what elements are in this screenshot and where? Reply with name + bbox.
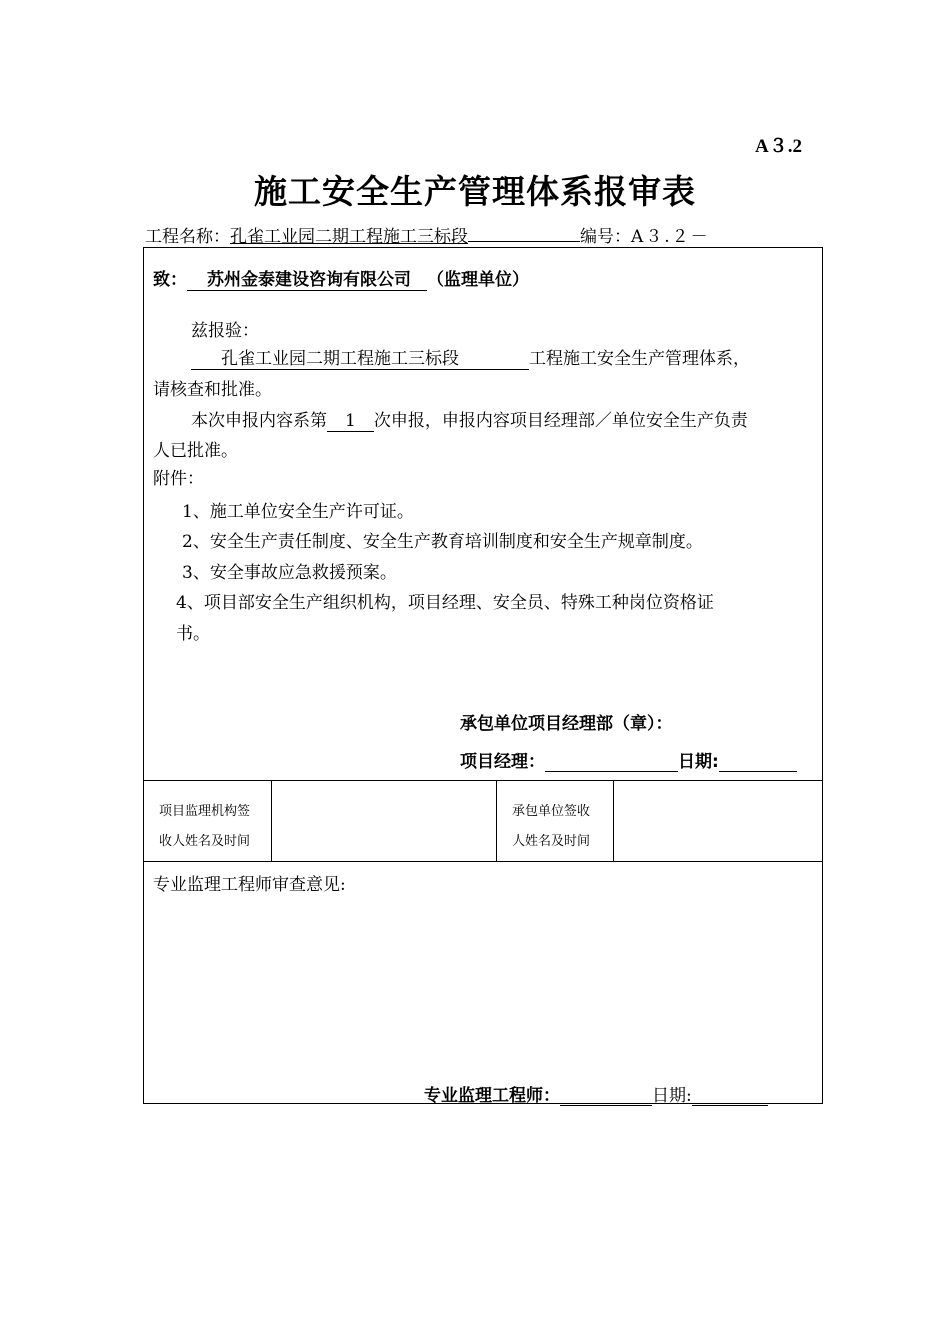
project-line	[145, 222, 825, 247]
report-text-1: 工程施工安全生产管理体系，	[529, 349, 750, 369]
attachment-item: 书。	[176, 624, 210, 644]
date-label: 日期:	[678, 752, 719, 772]
supervisor-receipt-label-1: 项目监理机构签	[159, 804, 251, 819]
submission-count-field[interactable]	[327, 411, 374, 432]
review-label: 专业监理工程师审查意见:	[153, 875, 346, 895]
project-ref-field[interactable]	[191, 344, 529, 370]
to-label: 致：	[153, 270, 187, 290]
submission-count: 1	[345, 411, 356, 431]
report-intro: 兹报验：	[191, 321, 259, 341]
attachment-item: 4、项目部安全生产组织机构，项目经理、安全员、特殊工种岗位资格证	[176, 593, 714, 613]
attachment-item: 3、安全事故应急救援预案。	[182, 563, 397, 583]
to-org-field[interactable]	[187, 265, 427, 291]
report-text-2: 请核查和批准。	[153, 380, 272, 400]
attachment-item: 1、施工单位安全生产许可证。	[182, 502, 414, 522]
attachment-item: 2、安全生产责任制度、安全生产教育培训制度和安全生产规章制度。	[182, 532, 703, 552]
engineer-date-field[interactable]	[692, 1087, 768, 1106]
number-value: A３.２－	[631, 227, 710, 247]
to-line	[153, 265, 529, 291]
project-label: 工程名称：	[145, 227, 230, 247]
number-label: 编号：	[580, 227, 631, 247]
report-line-1	[191, 344, 750, 370]
manager-line	[460, 747, 797, 772]
submission-prefix: 本次申报内容系第	[191, 411, 327, 431]
to-suffix: （监理单位）	[427, 270, 529, 290]
submission-line-2: 人已批准。	[153, 441, 238, 461]
engineer-label: 专业监理工程师：	[424, 1086, 560, 1106]
project-name: 孔雀工业园二期工程施工三标段	[230, 227, 468, 247]
manager-label: 项目经理：	[460, 752, 545, 772]
contractor-receipt-label-1: 承包单位签收	[512, 804, 591, 819]
contractor-receipt-label-2: 人姓名及时间	[512, 834, 591, 849]
supervisor-receipt-field[interactable]	[272, 781, 495, 860]
manager-field[interactable]	[545, 753, 678, 772]
form-code: A３.2	[755, 136, 802, 157]
project-name-blank[interactable]	[468, 225, 580, 242]
contractor-receipt-field[interactable]	[614, 781, 822, 860]
to-org: 苏州金泰建设咨询有限公司	[207, 270, 411, 290]
contractor-seal: 承包单位项目经理部（章）：	[460, 714, 673, 734]
engineer-field[interactable]	[560, 1087, 652, 1106]
form-table	[143, 247, 823, 1104]
engineer-line	[424, 1081, 768, 1106]
date-field[interactable]	[719, 753, 797, 772]
submission-suffix: 次申报，申报内容项目经理部／单位安全生产负责	[373, 411, 748, 431]
attachments-label: 附件：	[153, 469, 204, 489]
engineer-date-label: 日期:	[652, 1086, 692, 1106]
supervisor-receipt-label-2: 收人姓名及时间	[159, 834, 251, 849]
page-title: 施工安全生产管理体系报审表	[254, 172, 696, 211]
project-ref: 孔雀工业园二期工程施工三标段	[221, 349, 459, 369]
submission-line	[191, 406, 748, 432]
review-opinion-area[interactable]	[153, 898, 813, 1068]
